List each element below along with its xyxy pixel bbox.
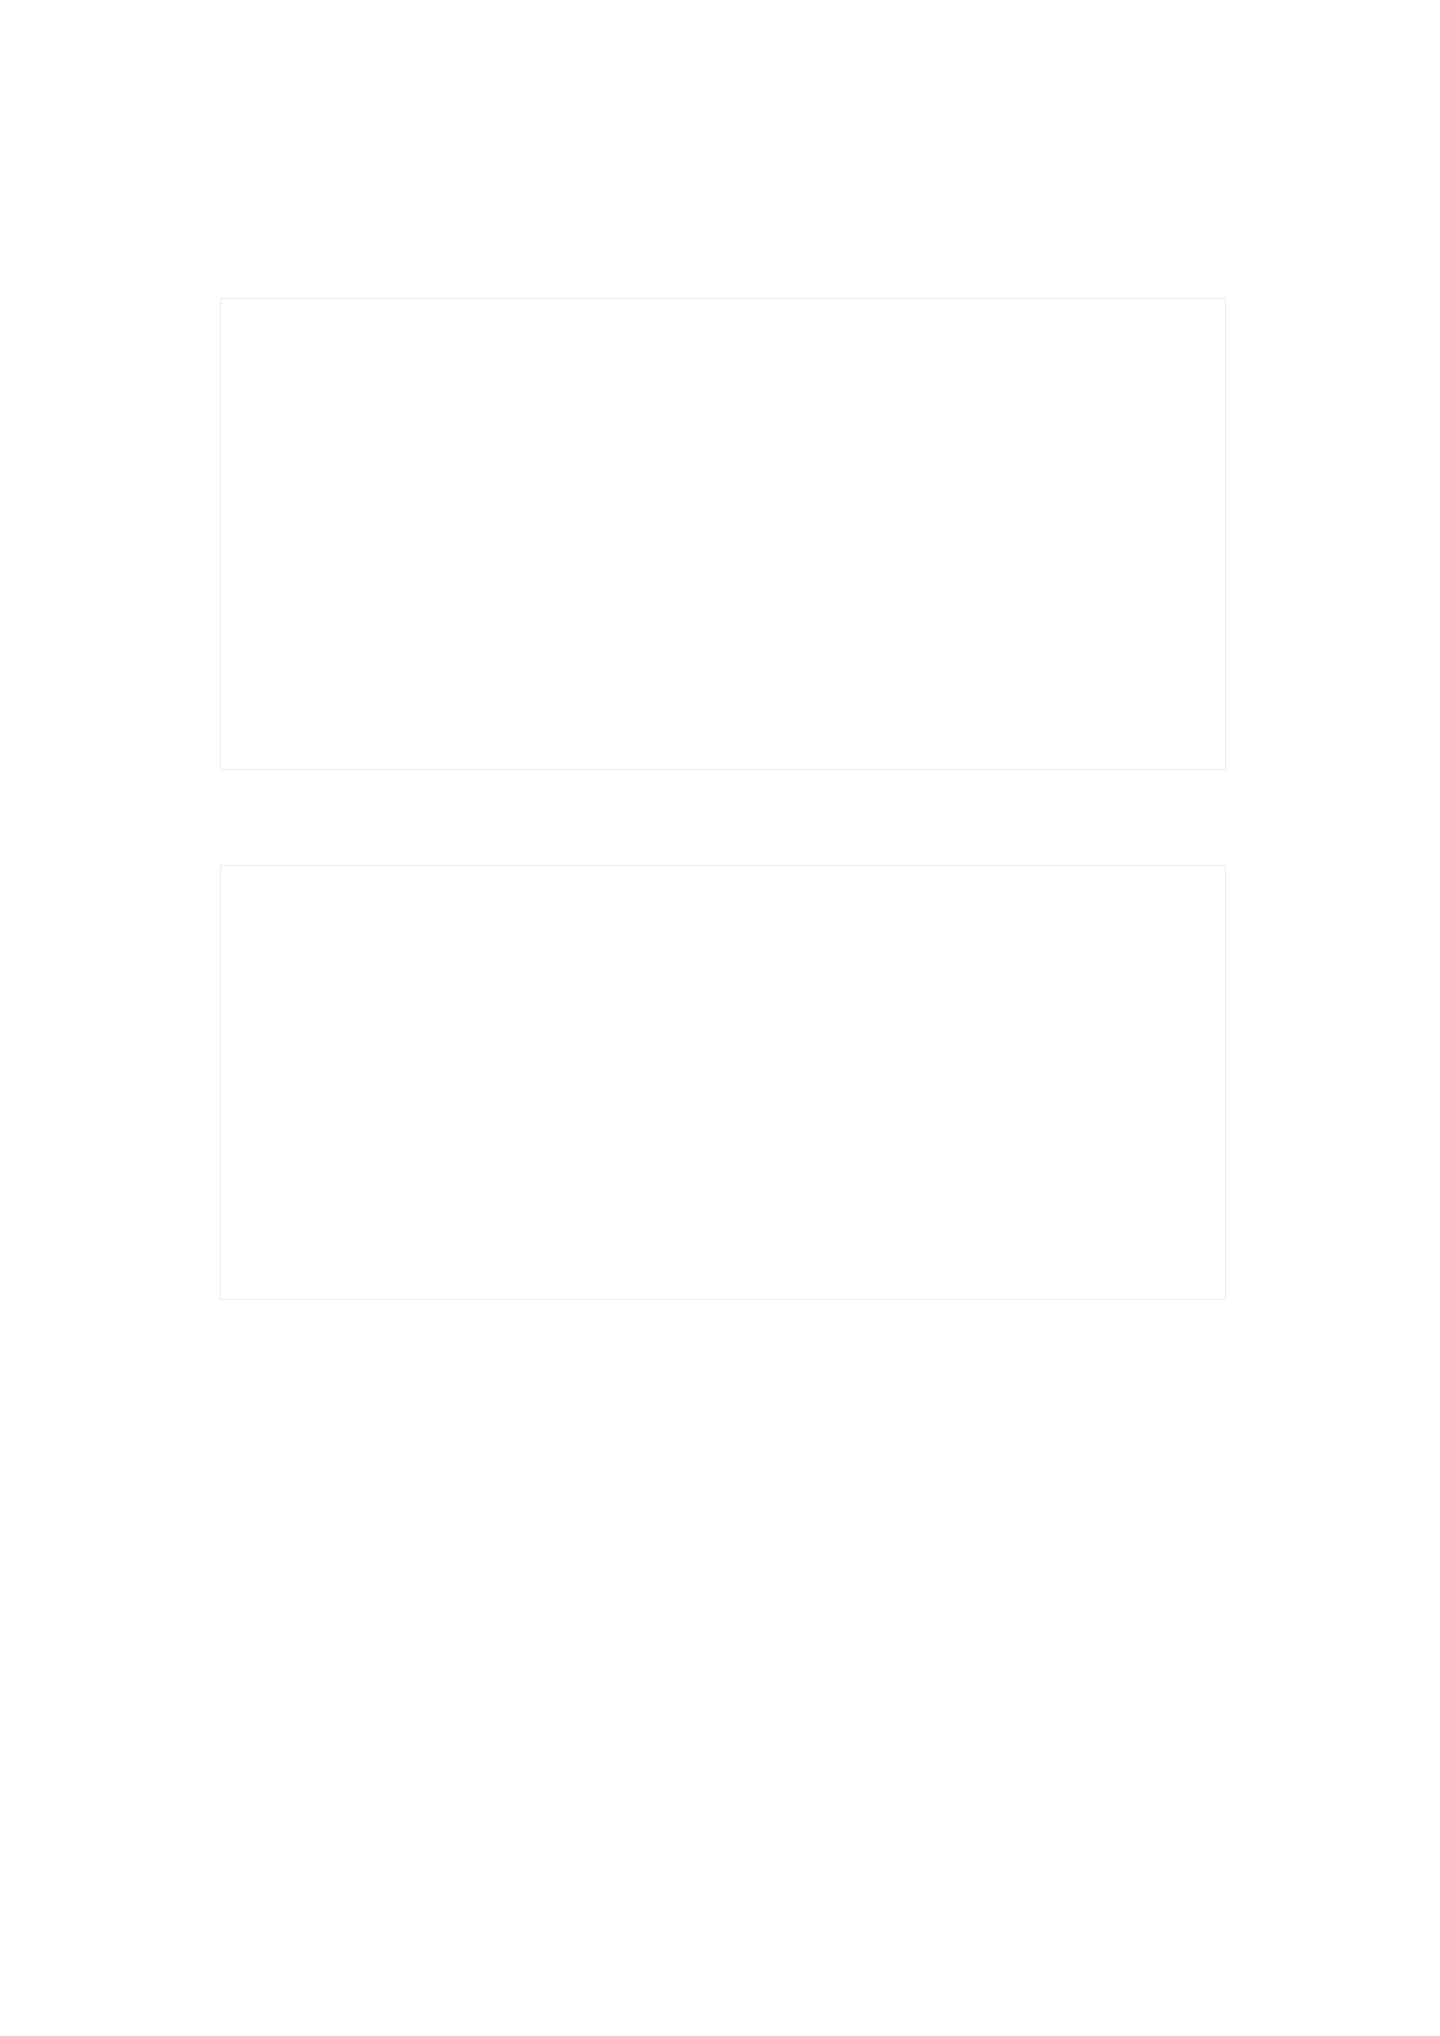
pie-chart-inside: [220, 298, 1226, 770]
pie-chart-inside-svg: [221, 299, 1225, 769]
pie-chart-outside: [220, 865, 1226, 1300]
pie-chart-outside-svg: [221, 866, 1225, 1299]
